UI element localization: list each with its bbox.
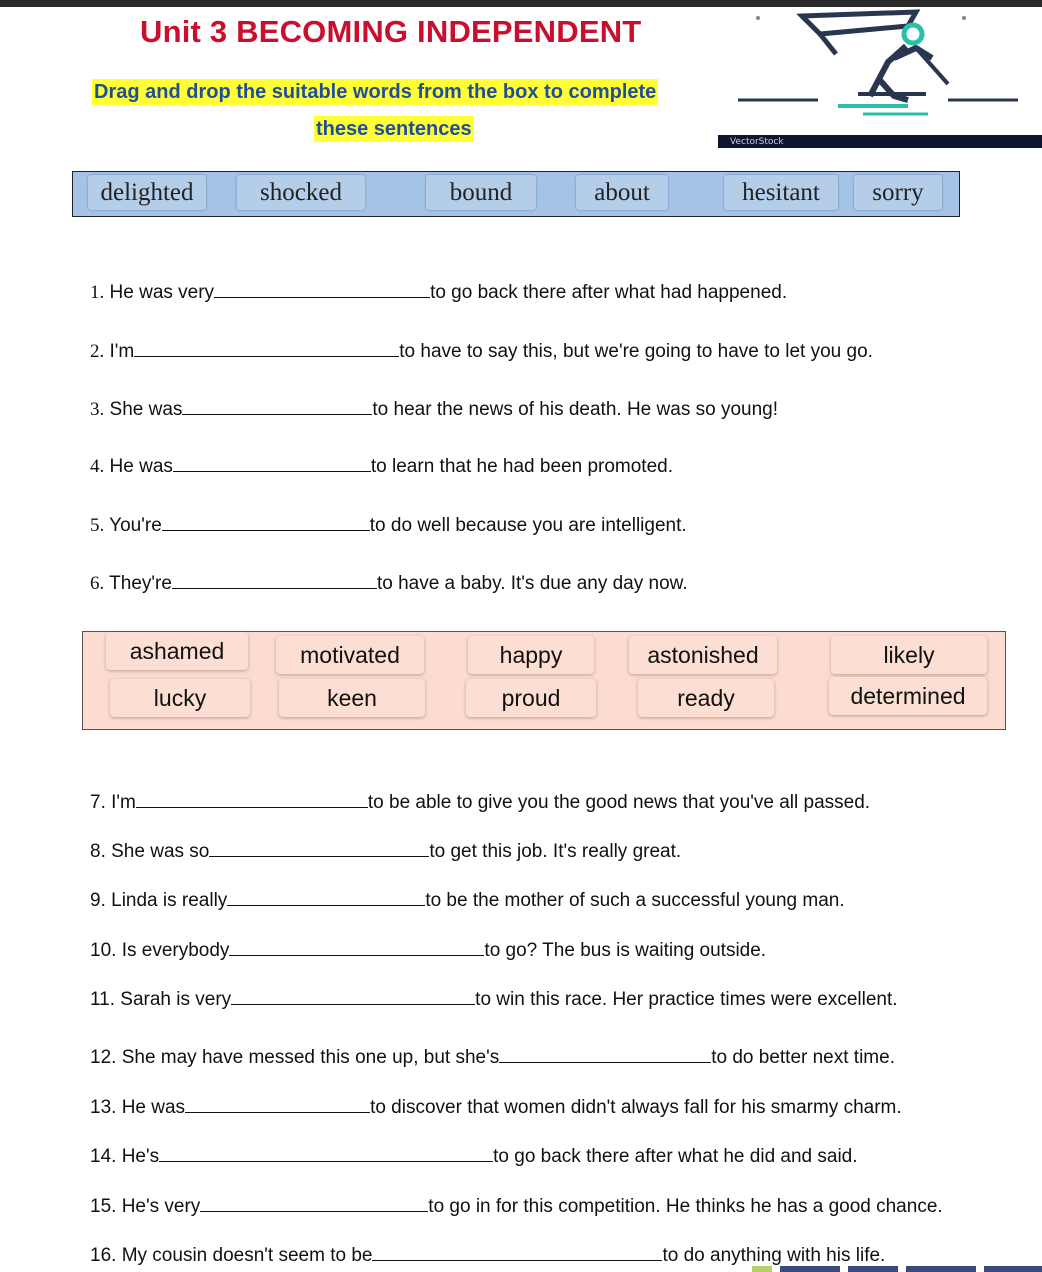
draggable-word-shocked[interactable]: shocked (237, 175, 365, 210)
sentence-3: 3. She was to hear the news of his death. He was so young! (90, 395, 778, 422)
sentence-15: 15. He's very to go in for this competition. He thinks he has a good chance. (90, 1192, 943, 1219)
drop-blank-15[interactable] (200, 1192, 428, 1212)
draggable-word-sorry[interactable]: sorry (854, 175, 942, 210)
drop-blank-1[interactable] (214, 278, 430, 298)
drop-blank-14[interactable] (159, 1142, 493, 1162)
sentence-10: 10. Is everybody to go? The bus is waiting outside. (90, 936, 766, 963)
draggable-word-about[interactable]: about (576, 175, 668, 210)
drop-blank-3[interactable] (182, 395, 372, 415)
instruction-line-1: Drag and drop the suitable words from the box to complete (94, 81, 657, 103)
sentence-4: 4. He was to learn that he had been promoted. (90, 452, 673, 479)
logo-band (718, 135, 1042, 148)
sentence-7: 7. I'm to be able to give you the good news that you've all passed. (90, 788, 870, 815)
draggable-word-ready[interactable]: ready (638, 679, 774, 717)
sentence-11: 11. Sarah is very to win this race. Her practice times were excellent. (90, 985, 898, 1012)
sentence-6: 6. They're to have a baby. It's due any day now. (90, 569, 688, 596)
sentence-5: 5. You're to do well because you are intelligent. (90, 511, 687, 538)
drop-blank-7[interactable] (136, 788, 368, 808)
drop-blank-12[interactable] (499, 1043, 711, 1063)
sentence-8: 8. She was so to get this job. It's really great. (90, 837, 681, 864)
instruction-line-2: these sentences (316, 118, 472, 140)
draggable-word-bound[interactable]: bound (426, 175, 536, 210)
draggable-word-proud[interactable]: proud (466, 679, 596, 717)
drop-blank-5[interactable] (162, 511, 370, 531)
draggable-word-hesitant[interactable]: hesitant (724, 175, 838, 210)
draggable-word-astonished[interactable]: astonished (629, 636, 777, 674)
draggable-word-happy[interactable]: happy (468, 636, 594, 674)
drop-blank-9[interactable] (227, 886, 425, 906)
draggable-word-likely[interactable]: likely (831, 636, 987, 674)
sentence-2: 2. I'm to have to say this, but we're going to have to let you go. (90, 337, 873, 364)
draggable-word-delighted[interactable]: delighted (88, 175, 206, 210)
drop-blank-10[interactable] (229, 936, 484, 956)
footer-watermark-strip (752, 1262, 1042, 1272)
page-title: Unit 3 BECOMING INDEPENDENT (140, 14, 642, 49)
draggable-word-ashamed[interactable]: ashamed (106, 632, 248, 670)
drop-blank-11[interactable] (231, 985, 475, 1005)
draggable-word-lucky[interactable]: lucky (110, 679, 250, 717)
drop-blank-6[interactable] (172, 569, 377, 589)
sentence-14: 14. He's to go back there after what he did and said. (90, 1142, 858, 1169)
drop-blank-8[interactable] (209, 837, 429, 857)
sentence-16: 16. My cousin doesn't seem to be to do anything with his life. (90, 1241, 885, 1268)
sentence-1: 1. He was very to go back there after what had happened. (90, 278, 787, 305)
logo-text: VectorStock (730, 137, 784, 147)
sentence-13: 13. He was to discover that women didn't always fall for his smarmy charm. (90, 1093, 902, 1120)
draggable-word-keen[interactable]: keen (279, 679, 425, 717)
drop-blank-16[interactable] (372, 1241, 662, 1261)
drop-blank-13[interactable] (185, 1093, 370, 1113)
draggable-word-motivated[interactable]: motivated (276, 636, 424, 674)
sentence-9: 9. Linda is really to be the mother of such a successful young man. (90, 886, 845, 913)
draggable-word-determined[interactable]: determined (829, 677, 987, 715)
sentence-12: 12. She may have messed this one up, but she's to do better next time. (90, 1043, 895, 1070)
vectorstock-logo (718, 8, 1042, 148)
drop-blank-4[interactable] (173, 452, 371, 472)
worker-pulling-rope-icon (718, 8, 1042, 138)
drop-blank-2[interactable] (134, 337, 399, 357)
top-bar (0, 0, 1042, 7)
